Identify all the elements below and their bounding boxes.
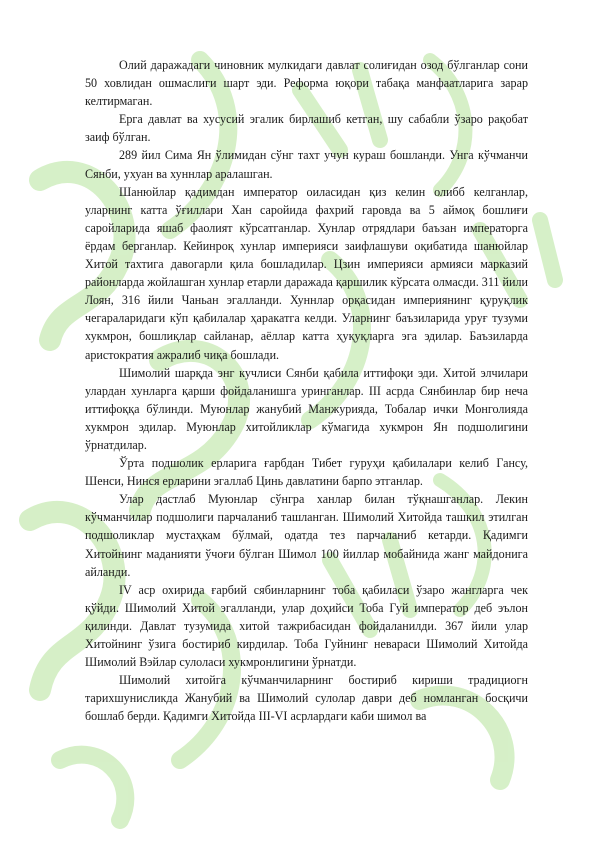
paragraph: IV аср охирида ғарбий сябинларнинг тоба қабиласи ўзаро жангларга чек қўйди. Шимолий Хитой эгалланди, улар доҳийси Тоба Гуй император деб эълон қилинди. Давлат тузумида хитой тажрибасидан фойдаланилди. 367 йили улар Хитойнинг ўзига бостириб кирдилар. Тоба Гуйнинг невараси Шимолий Хитойда Шимолий Вэйлар сулоласи хукмронлигини ўрнатди. <box>85 582 528 670</box>
watermark-stroke <box>60 755 125 820</box>
paragraph: Ерга давлат ва хусусий эгалик бирлашиб кетган, шу сабабли ўзаро рақобат заиф бўлган. <box>85 112 528 145</box>
paragraph: Шимолий шарқда энг кучлиси Сянби қабила иттифоқи эди. Хитой элчилари улардан хунларга қарши фойдаланишга уринганлар. III асрда Сянбинлар бир неча иттифоққа бўлинди. Муюнлар жанубий Манжурияда, Тобалар ички Монголияда хукмрон эдилар. Муюнлар хитойликлар кўмагида хукмрон Ян подшолигини ўрнатдилар. <box>85 365 528 452</box>
paragraph: Шимолий хитойга кўчманчиларнинг бостириб кириши традициогн тарихшунисликда Жанубий ва Шимолий сулолар даври деб номланган босқичи бошлаб берди. Қадимги Хитойда III-VI асрлардаги каби шимол ва <box>85 673 528 724</box>
document-body <box>85 56 528 725</box>
paragraph: Шанюйлар қадимдан император оиласидан қиз келин олибб келганлар, уларнинг катта ўғиллари Хан саройида фахрий гаровда ва 5 аймоқ бошлиғи саройларида яшаб фаолият кўрсатганлар. Хунлар отрядлари баъзан императорга ёрдам берганлар. Кейинроқ хунлар империяси заифлашуви оқибатида шанюйлар Хитой тахтига давогарли қила бошладилар. Цзин империяси армияси марказий районларда жойлашган хунлар етарли даражада қаршилик кўрсата олмасди. 311 йили Лоян, 316 йили Чаньан эгалланди. Хуннлар орқасидан империянинг қуруқлик чегараларидаги кўп қабилалар ҳаракатга келди. Уларнинг баъзиларида уруғ тузуми хукмрон, бошлиқлар сайланар, аёллар катта ҳуқуқларга эга эдилар. Баъзиларда аристократия ажралиб чиқа бошлади. <box>85 184 528 362</box>
paragraph: Улар дастлаб Муюнлар сўнгра ханлар билан тўқнашганлар. Лекин кўчманчилар подшолиги парчаланиб ташланган. Шимолий Хитойда ташкил этилган подшоликлар мустаҳкам бўлмай, одатда тез парчаланиб кетарди. Қадимги Хитойнинг маданияти ўчоғи бўлган Шимол 100 йиллар мобайнида жанг майдонига айланди. <box>85 492 528 579</box>
paragraph: 289 йил Сима Ян ўлимидан сўнг тахт учун кураш бошланди. Унга кўчманчи Сянби, ухуан ва хуннлар аралашган. <box>85 148 528 181</box>
paragraph: Олий даражадаги чиновник мулкидаги давлат солиғидан озод бўлганлар сони 50 ховлидан ошмаслиги шарт эди. Реформа юқори табақа манфаатларига зарар келтирмаган. <box>85 58 528 109</box>
paragraph: Ўрта подшолик ерларига ғарбдан Тибет гуруҳи қабилалари келиб Гансу, Шенси, Нинся ерларини эгаллаб Цинь давлатини барпо этганлар. <box>85 456 528 489</box>
